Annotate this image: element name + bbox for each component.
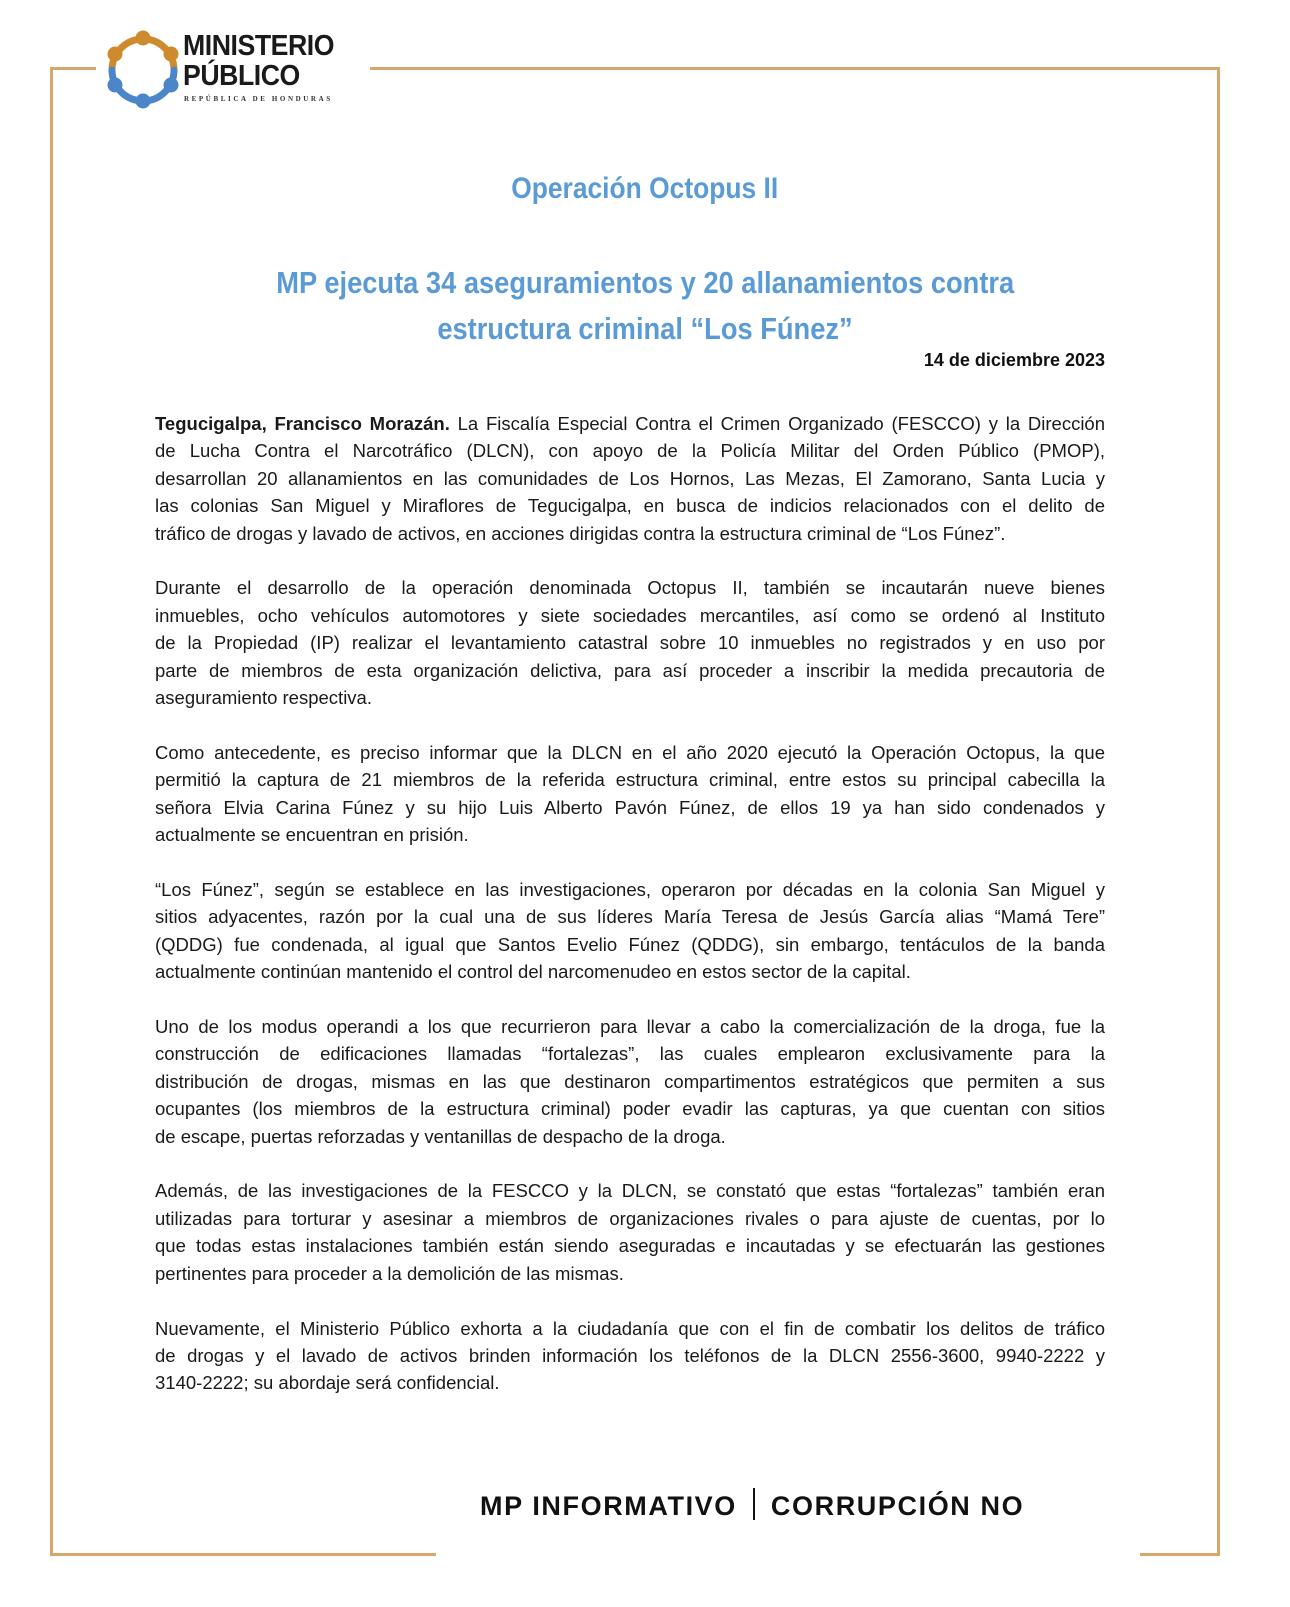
paragraph-line: las colonias San Miguel y Miraflores de Tegucigalpa, en busca de indicios relacionados con el delito de xyxy=(155,495,1105,517)
document-body xyxy=(155,410,1105,1424)
paragraph-line: inmuebles, ocho vehículos automotores y siete sociedades mercantiles, así como se ordenó al Instituto xyxy=(155,604,1105,626)
brand-name-line2: PÚBLICO xyxy=(183,60,300,92)
paragraph-line: señora Elvia Carina Fúnez y su hijo Luis Alberto Pavón Fúnez, de ellos 19 ya han sido condenados y xyxy=(155,796,1105,818)
people-ring-icon xyxy=(98,26,188,112)
paragraph-line: aseguramiento respectiva. xyxy=(155,687,372,709)
headline xyxy=(0,260,1290,352)
footer-slogan xyxy=(480,1488,1024,1522)
paragraph-line: de la Propiedad (IP) realizar el levantamiento catastral sobre 10 inmuebles no registrados y en uso por xyxy=(155,632,1105,654)
document-title-text: Operación Octopus II xyxy=(511,172,779,205)
paragraph xyxy=(155,739,1105,849)
brand-subtitle: REPÚBLICA DE HONDURAS xyxy=(184,95,333,103)
paragraph-line: “Los Fúnez”, según se establece en las investigaciones, operaron por décadas en la colonia San Miguel y xyxy=(155,878,1105,900)
paragraph-line: Uno de los modus operandi a los que recurrieron para llevar a cabo la comercialización de la droga, fue la xyxy=(155,1016,1105,1038)
paragraph-line xyxy=(155,410,1105,437)
frame-top-right xyxy=(370,67,1220,70)
document-date: 14 de diciembre 2023 xyxy=(923,350,1105,370)
paragraph xyxy=(155,1013,1105,1150)
paragraph-line-text: La Fiscalía Especial Contra el Crimen Organizado (FESCCO) y la Dirección xyxy=(457,413,1105,434)
paragraph-line: ocupantes (los miembros de la estructura criminal) poder evadir las capturas, ya que cuentan con sitios xyxy=(155,1098,1105,1120)
frame-bottom-right xyxy=(1140,1553,1220,1556)
paragraph-line: (QDDG) fue condenada, al igual que Santos Evelio Fúnez (QDDG), sin embargo, tentáculos de la banda xyxy=(155,933,1105,955)
brand-name-line1: MINISTERIO xyxy=(183,30,335,62)
paragraph xyxy=(155,876,1105,986)
footer-divider xyxy=(753,1488,755,1520)
paragraph-line: pertinentes para proceder a la demolición de las mismas. xyxy=(155,1262,624,1284)
paragraph-line: parte de miembros de esta organización delictiva, para así proceder a inscribir la medida precautoria de xyxy=(155,659,1105,681)
paragraph xyxy=(155,1177,1105,1287)
footer-corrupcion-no: CORRUPCIÓN NO xyxy=(770,1491,1025,1521)
paragraph-line: Como antecedente, es preciso informar que la DLCN en el año 2020 ejecutó la Operación Octopus, la que xyxy=(155,741,1105,763)
paragraph-line: que todas estas instalaciones también están siendo aseguradas e incautadas y se efectuarán las gestiones xyxy=(155,1235,1105,1257)
paragraph-line: Durante el desarrollo de la operación denominada Octopus II, también se incautarán nueve bienes xyxy=(155,577,1105,599)
paragraph-line: actualmente se encuentran en prisión. xyxy=(155,824,469,846)
paragraph-line: permitió la captura de 21 miembros de la referida estructura criminal, entre estos su principal cabecilla la xyxy=(155,769,1105,791)
paragraph-line: actualmente continúan mantenido el control del narcomenudeo en estos sector de la capital. xyxy=(155,961,911,983)
document-title xyxy=(0,172,1290,206)
paragraph-line: desarrollan 20 allanamientos en las comunidades de Los Hornos, Las Mezas, El Zamorano, Santa Lucia y xyxy=(155,467,1105,489)
paragraph-line: construcción de edificaciones llamadas “fortalezas”, las cuales emplearon exclusivamente para la xyxy=(155,1043,1105,1065)
paragraph-line: Además, de las investigaciones de la FESCCO y la DLCN, se constató que estas “fortalezas” también eran xyxy=(155,1180,1105,1202)
ministerio-publico-logo-icon xyxy=(98,26,188,112)
headline-line: MP ejecuta 34 aseguramientos y 20 allanamientos contra xyxy=(276,265,1014,300)
paragraph-line: utilizadas para torturar y asesinar a miembros de organizaciones rivales o para ajuste de cuentas, por lo xyxy=(155,1207,1105,1229)
paragraph-line: de Lucha Contra el Narcotráfico (DLCN), con apoyo de la Policía Militar del Orden Público (PMOP), xyxy=(155,440,1105,462)
paragraph xyxy=(155,1315,1105,1397)
paragraph-line: Nuevamente, el Ministerio Público exhorta a la ciudadanía que con el fin de combatir los delitos de tráfico xyxy=(155,1317,1105,1339)
paragraph xyxy=(155,410,1105,547)
paragraph-line: sitios adyacentes, razón por la cual una de sus líderes María Teresa de Jesús García alias “Mamá Tere” xyxy=(155,906,1105,928)
headline-line: estructura criminal “Los Fúnez” xyxy=(437,311,853,346)
paragraph-line: de escape, puertas reforzadas y ventanillas de despacho de la droga. xyxy=(155,1125,726,1147)
paragraph-line: 3140-2222; su abordaje será confidencial. xyxy=(155,1372,500,1394)
dateline-lead: Tegucigalpa, Francisco Morazán. xyxy=(155,413,450,434)
paragraph xyxy=(155,574,1105,711)
footer-mp-informativo: MP INFORMATIVO xyxy=(480,1491,737,1521)
paragraph-line: distribución de drogas, mismas en las que destinaron compartimentos estratégicos que permiten a sus xyxy=(155,1070,1105,1092)
frame-bottom-left xyxy=(50,1553,436,1556)
paragraph-line: de drogas y el lavado de activos brinden información los teléfonos de la DLCN 2556-3600, 9940-2222 y xyxy=(155,1344,1105,1366)
frame-top-left xyxy=(50,67,96,70)
paragraph-line: tráfico de drogas y lavado de activos, en acciones dirigidas contra la estructura criminal de “Los Fúnez”. xyxy=(155,522,1006,544)
